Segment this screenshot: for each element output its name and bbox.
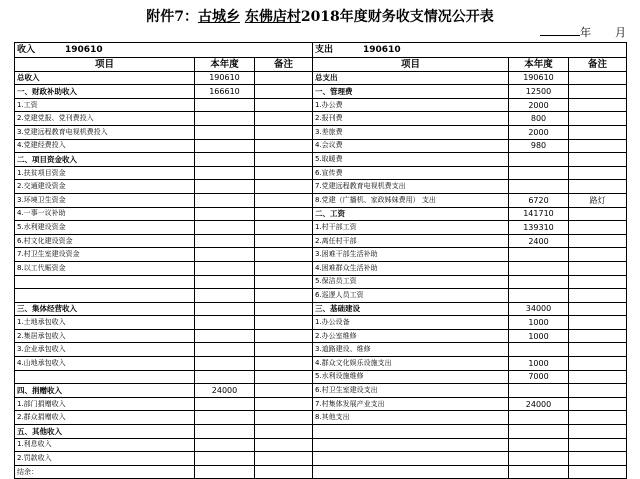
income-note <box>255 397 313 411</box>
income-item: 3.环境卫生资金 <box>15 193 195 207</box>
expense-amount <box>509 452 569 466</box>
expense-item: 1.办公设备 <box>313 316 509 330</box>
income-amount <box>195 357 255 371</box>
expense-item: 二、工资 <box>313 207 509 221</box>
expense-note <box>569 85 627 99</box>
income-amount <box>195 316 255 330</box>
income-note <box>255 302 313 316</box>
table-row <box>15 329 627 343</box>
income-note <box>255 153 313 167</box>
income-item: 8.以工代赈资金 <box>15 261 195 275</box>
income-amount <box>195 302 255 316</box>
expense-item: 1.办公费 <box>313 98 509 112</box>
income-note <box>255 275 313 289</box>
expense-note <box>569 425 627 439</box>
table-row <box>15 302 627 316</box>
title-town: 古城乡 <box>197 9 240 25</box>
expense-note <box>569 139 627 153</box>
expense-amount <box>509 153 569 167</box>
income-note <box>255 343 313 357</box>
income-amount <box>195 329 255 343</box>
income-note <box>255 139 313 153</box>
income-note <box>255 452 313 466</box>
income-note <box>255 438 313 452</box>
expense-item: 2.报刊费 <box>313 112 509 126</box>
expense-amount: 6720 <box>509 193 569 207</box>
expense-amount <box>509 275 569 289</box>
expense-summary: 支出 190610 <box>313 43 509 58</box>
income-item: 3.企业承包收入 <box>15 343 195 357</box>
expense-item: 2.办公室维修 <box>313 329 509 343</box>
income-item: 4.一事一议补助 <box>15 207 195 221</box>
income-item: 1.工资 <box>15 98 195 112</box>
table-row <box>15 452 627 466</box>
expense-item: 3.差旅费 <box>313 125 509 139</box>
month-label: 月 <box>615 26 626 39</box>
income-summary: 收入 190610 <box>15 43 195 58</box>
income-amount <box>195 465 255 479</box>
table-row <box>15 98 627 112</box>
expense-item: 3.道路建设、维修 <box>313 343 509 357</box>
expense-amount <box>509 411 569 425</box>
table-row <box>15 139 627 153</box>
title-prefix: 附件7： <box>146 9 198 25</box>
date-line <box>540 24 626 40</box>
header-note-right: 备注 <box>569 58 627 72</box>
expense-item <box>313 465 509 479</box>
income-note <box>255 234 313 248</box>
income-item: 一、财政补助收入 <box>15 85 195 99</box>
table-row <box>15 425 627 439</box>
expense-note <box>569 275 627 289</box>
table-row <box>15 112 627 126</box>
income-amount <box>195 438 255 452</box>
table-row <box>15 465 627 479</box>
table-row <box>15 125 627 139</box>
table-row <box>15 438 627 452</box>
expense-note <box>569 452 627 466</box>
income-amount <box>195 261 255 275</box>
income-item: 结余： <box>15 465 195 479</box>
income-item: 1.部门捐赠收入 <box>15 397 195 411</box>
expense-note <box>569 329 627 343</box>
expense-item: 8.其他支出 <box>313 411 509 425</box>
expense-amount: 800 <box>509 112 569 126</box>
income-amount <box>195 425 255 439</box>
income-item: 2.集居承包收入 <box>15 329 195 343</box>
expense-note <box>569 166 627 180</box>
income-item: 1.扶贫项目资金 <box>15 166 195 180</box>
income-amount <box>195 275 255 289</box>
expense-amount: 190610 <box>509 71 569 85</box>
expense-amount <box>509 384 569 398</box>
expense-note <box>569 465 627 479</box>
expense-item: 5.取暖费 <box>313 153 509 167</box>
income-item: 2.交通建设资金 <box>15 180 195 194</box>
income-amount <box>195 452 255 466</box>
expense-item <box>313 438 509 452</box>
income-note <box>255 261 313 275</box>
expense-note <box>569 71 627 85</box>
table-row <box>15 261 627 275</box>
expense-amount: 2400 <box>509 234 569 248</box>
income-amount <box>195 234 255 248</box>
expense-item: 4.困难群众生活补助 <box>313 261 509 275</box>
expense-amount <box>509 289 569 303</box>
expense-note <box>569 221 627 235</box>
income-amount <box>195 248 255 262</box>
table-row <box>15 316 627 330</box>
income-item: 7.村卫生室建设资金 <box>15 248 195 262</box>
expense-note <box>569 180 627 194</box>
table-row <box>15 234 627 248</box>
table-row <box>15 343 627 357</box>
expense-item: 4.会议费 <box>313 139 509 153</box>
income-note <box>255 465 313 479</box>
income-item: 2.党建党报、党刊费投入 <box>15 112 195 126</box>
income-amount <box>195 343 255 357</box>
income-amount <box>195 193 255 207</box>
income-amount <box>195 166 255 180</box>
expense-amount: 141710 <box>509 207 569 221</box>
title-village: 东佛店村 <box>244 9 301 25</box>
expense-item: 2.离任村干部 <box>313 234 509 248</box>
year-label: 年 <box>580 26 591 39</box>
income-note <box>255 125 313 139</box>
expense-item <box>313 452 509 466</box>
expense-amount: 1000 <box>509 329 569 343</box>
income-item: 五、其他收入 <box>15 425 195 439</box>
income-amount <box>195 125 255 139</box>
table-row <box>15 71 627 85</box>
expense-amount: 34000 <box>509 302 569 316</box>
income-note <box>255 411 313 425</box>
table-row <box>15 193 627 207</box>
expense-note <box>569 289 627 303</box>
expense-note <box>569 207 627 221</box>
expense-item: 5.水利设施维修 <box>313 370 509 384</box>
table-row <box>15 370 627 384</box>
table-row <box>15 207 627 221</box>
expense-amount <box>509 343 569 357</box>
income-item: 6.村文化建设资金 <box>15 234 195 248</box>
expense-item: 一、管理费 <box>313 85 509 99</box>
income-note <box>255 180 313 194</box>
expense-item: 总支出 <box>313 71 509 85</box>
table-row <box>15 166 627 180</box>
header-amount-left: 本年度 <box>195 58 255 72</box>
income-amount <box>195 139 255 153</box>
expense-amount: 2000 <box>509 98 569 112</box>
header-item-right: 项目 <box>313 58 509 72</box>
income-item <box>15 275 195 289</box>
income-amount <box>195 370 255 384</box>
expense-note <box>569 357 627 371</box>
expense-item: 6.巡逻人员工资 <box>313 289 509 303</box>
income-note <box>255 166 313 180</box>
income-note <box>255 357 313 371</box>
income-amount: 190610 <box>195 71 255 85</box>
expense-note: 路灯 <box>569 193 627 207</box>
expense-item: 5.保洁员工资 <box>313 275 509 289</box>
expense-note <box>569 411 627 425</box>
income-amount <box>195 397 255 411</box>
income-item: 5.水利建设资金 <box>15 221 195 235</box>
expense-note <box>569 98 627 112</box>
header-row <box>15 58 627 72</box>
expense-note <box>569 384 627 398</box>
expense-amount <box>509 438 569 452</box>
expense-amount <box>509 425 569 439</box>
income-amount <box>195 180 255 194</box>
expense-amount: 12500 <box>509 85 569 99</box>
expense-note <box>569 234 627 248</box>
expense-note <box>569 248 627 262</box>
finance-table <box>14 42 627 479</box>
year-blank <box>540 35 580 36</box>
table-row <box>15 85 627 99</box>
expense-amount: 7000 <box>509 370 569 384</box>
expense-amount: 1000 <box>509 357 569 371</box>
income-item: 4.山地承包收入 <box>15 357 195 371</box>
income-amount <box>195 112 255 126</box>
income-amount <box>195 98 255 112</box>
expense-amount <box>509 261 569 275</box>
income-amount <box>195 153 255 167</box>
table-row <box>15 289 627 303</box>
expense-amount: 139310 <box>509 221 569 235</box>
income-note <box>255 289 313 303</box>
income-amount: 24000 <box>195 384 255 398</box>
income-item: 1.土地承包收入 <box>15 316 195 330</box>
income-note <box>255 248 313 262</box>
expense-note <box>569 397 627 411</box>
income-item: 总收入 <box>15 71 195 85</box>
table-row <box>15 411 627 425</box>
expense-amount: 24000 <box>509 397 569 411</box>
income-note <box>255 71 313 85</box>
expense-item: 3.困难干部生活补助 <box>313 248 509 262</box>
header-item-left: 项目 <box>15 58 195 72</box>
summary-row <box>15 43 627 58</box>
expense-item: 6.宣传费 <box>313 166 509 180</box>
expense-amount <box>509 166 569 180</box>
table-row <box>15 275 627 289</box>
expense-item <box>313 425 509 439</box>
income-item <box>15 289 195 303</box>
income-amount <box>195 411 255 425</box>
income-note <box>255 207 313 221</box>
expense-note <box>569 112 627 126</box>
table-row <box>15 248 627 262</box>
income-note <box>255 370 313 384</box>
title-suffix: 2018年度财务收支情况公开表 <box>300 9 494 25</box>
header-note-left: 备注 <box>255 58 313 72</box>
income-note <box>255 329 313 343</box>
expense-item: 6.村卫生室建设支出 <box>313 384 509 398</box>
income-note <box>255 85 313 99</box>
table-row <box>15 153 627 167</box>
income-item: 3.党建远程教育电视机费投入 <box>15 125 195 139</box>
income-amount <box>195 207 255 221</box>
income-item: 2.罚款收入 <box>15 452 195 466</box>
expense-note <box>569 343 627 357</box>
expense-amount <box>509 248 569 262</box>
expense-note <box>569 302 627 316</box>
table-row <box>15 384 627 398</box>
table-row <box>15 357 627 371</box>
expense-note <box>569 153 627 167</box>
income-amount <box>195 289 255 303</box>
income-amount: 166610 <box>195 85 255 99</box>
expense-note <box>569 261 627 275</box>
table-row <box>15 180 627 194</box>
income-note <box>255 98 313 112</box>
header-amount-right: 本年度 <box>509 58 569 72</box>
income-note <box>255 316 313 330</box>
expense-item: 7.党建远程教育电视机费支出 <box>313 180 509 194</box>
income-item: 二、项目资金收入 <box>15 153 195 167</box>
expense-note <box>569 316 627 330</box>
income-note <box>255 112 313 126</box>
table-row <box>15 221 627 235</box>
expense-note <box>569 125 627 139</box>
expense-note <box>569 370 627 384</box>
expense-amount: 1000 <box>509 316 569 330</box>
income-item: 4.党建经费投入 <box>15 139 195 153</box>
page-title <box>0 6 640 26</box>
income-note <box>255 193 313 207</box>
income-amount <box>195 221 255 235</box>
expense-amount: 980 <box>509 139 569 153</box>
expense-item: 1.村干部工资 <box>313 221 509 235</box>
expense-amount <box>509 465 569 479</box>
income-note <box>255 425 313 439</box>
expense-amount <box>509 180 569 194</box>
income-item: 2.群众捐赠收入 <box>15 411 195 425</box>
income-item: 四、捐赠收入 <box>15 384 195 398</box>
income-item: 三、集体经营收入 <box>15 302 195 316</box>
expense-item: 8.党建（广播机、家政姊妹费用） 支出 <box>313 193 509 207</box>
income-item <box>15 370 195 384</box>
expense-amount: 2000 <box>509 125 569 139</box>
expense-note <box>569 438 627 452</box>
table-row <box>15 397 627 411</box>
expense-item: 7.村集体发展产业支出 <box>313 397 509 411</box>
expense-item: 三、基础建设 <box>313 302 509 316</box>
expense-item: 4.群众文化娱乐设施支出 <box>313 357 509 371</box>
income-item: 1.利息收入 <box>15 438 195 452</box>
income-note <box>255 221 313 235</box>
income-note <box>255 384 313 398</box>
